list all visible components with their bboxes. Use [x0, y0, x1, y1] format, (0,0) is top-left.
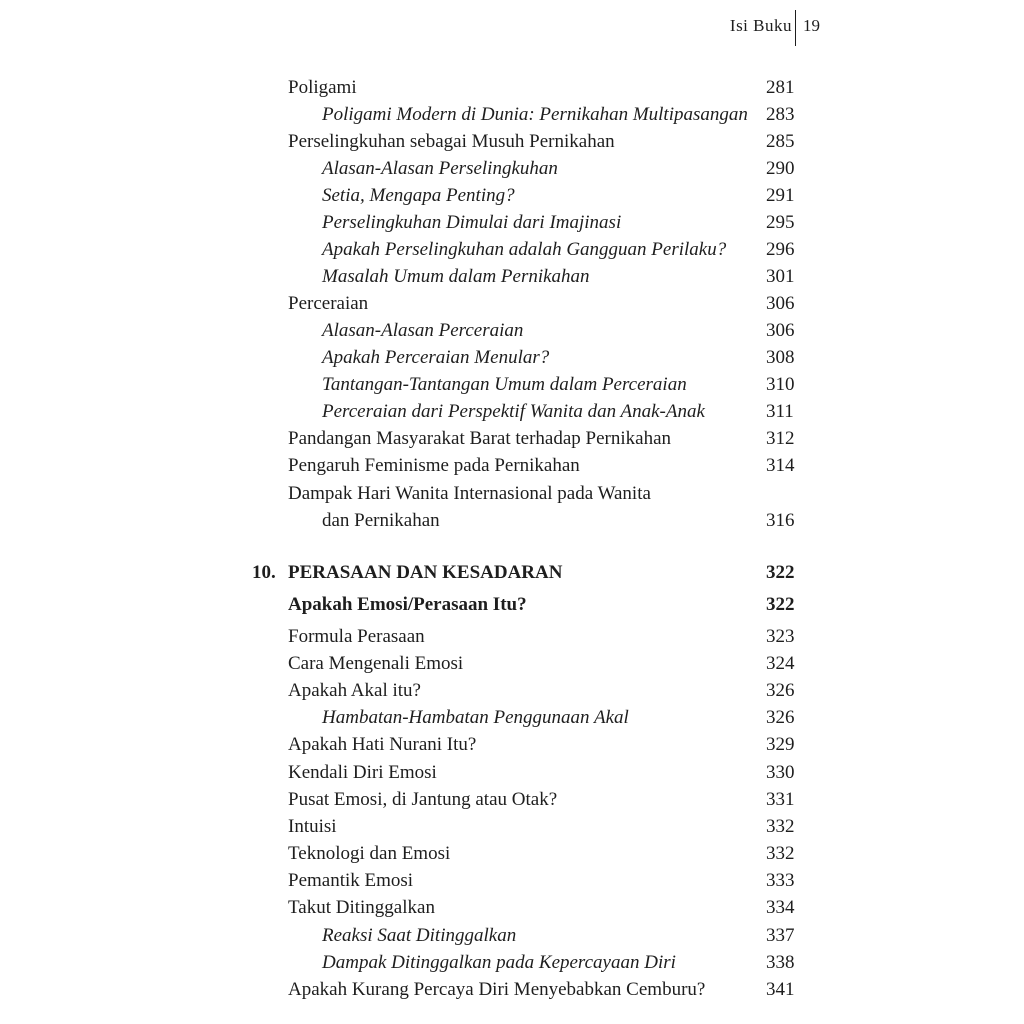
toc-entry-title: Formula Perasaan: [288, 626, 425, 647]
toc-entry: [0, 759, 1024, 786]
page-number: 19: [803, 16, 820, 35]
toc-entry-title: Pemantik Emosi: [288, 870, 414, 891]
toc-entry: [0, 867, 1024, 894]
toc-subentry: [0, 949, 1024, 976]
section-title: Apakah Emosi/Perasaan Itu?: [288, 594, 527, 615]
toc-subentry: [0, 236, 1024, 263]
toc-entry-page: 322: [766, 562, 795, 583]
toc-subentry: [0, 101, 1024, 128]
toc-entry-page: 338: [766, 952, 795, 973]
toc-entry-title: Apakah Perselingkuhan adalah Gangguan Perilaku?: [322, 239, 727, 260]
toc-subentry: [0, 344, 1024, 371]
toc-entry-title: Perceraian dari Perspektif Wanita dan Anak-Anak: [322, 401, 705, 422]
toc-entry-page: 281: [766, 77, 795, 98]
toc-entry: [0, 74, 1024, 101]
toc-entry-page: 295: [766, 212, 795, 233]
toc-entry: [0, 894, 1024, 921]
toc-entry-page: 301: [766, 266, 795, 287]
toc-entry: [0, 976, 1024, 1003]
toc-entry-title: Kendali Diri Emosi: [288, 762, 437, 783]
toc-entry-page: 324: [766, 653, 795, 674]
toc-entry-title: Apakah Akal itu?: [288, 680, 421, 701]
toc-entry-page: 312: [766, 428, 795, 449]
toc-entry-page: 308: [766, 347, 795, 368]
toc-entry-title: Setia, Mengapa Penting?: [322, 185, 515, 206]
toc-entry-page: 332: [766, 843, 795, 864]
toc-entry-page: 332: [766, 816, 795, 837]
toc-subentry: [0, 317, 1024, 344]
toc-entry-page: 316: [766, 510, 795, 531]
toc-entry-page: 323: [766, 626, 795, 647]
toc-entry-continuation: [0, 507, 1024, 534]
toc-entry-title: Dampak Hari Wanita Internasional pada Wanita: [288, 483, 651, 504]
toc-entry-page: 314: [766, 455, 795, 476]
toc-entry-page: 334: [766, 897, 795, 918]
toc-entry-title: Apakah Perceraian Menular?: [322, 347, 550, 368]
toc-chapter: [0, 559, 1024, 586]
toc-entry-title: Alasan-Alasan Perceraian: [322, 320, 524, 341]
toc-entry-title: Pengaruh Feminisme pada Pernikahan: [288, 455, 580, 476]
toc-entry-page: 310: [766, 374, 795, 395]
toc-entry-title: Hambatan-Hambatan Penggunaan Akal: [322, 707, 629, 728]
toc-entry: [0, 425, 1024, 452]
toc-entry-title: Cara Mengenali Emosi: [288, 653, 464, 674]
toc-entry-title: Perselingkuhan sebagai Musuh Pernikahan: [288, 131, 615, 152]
toc-entry-title: Takut Ditinggalkan: [288, 897, 435, 918]
toc-entry-title: Pusat Emosi, di Jantung atau Otak?: [288, 789, 558, 810]
toc-subentry: [0, 209, 1024, 236]
toc-entry-title: Masalah Umum dalam Pernikahan: [322, 266, 590, 287]
toc-entry-title: Teknologi dan Emosi: [288, 843, 451, 864]
toc-subentry: [0, 155, 1024, 182]
toc-entry-page: 326: [766, 707, 795, 728]
toc-entry-page: 296: [766, 239, 795, 260]
toc-subentry: [0, 704, 1024, 731]
toc-entry-page: 306: [766, 320, 795, 341]
toc-entry-page: 283: [766, 104, 795, 125]
toc-entry-title: Poligami: [288, 77, 357, 98]
chapter-title: PERASAAN DAN KESADARAN: [288, 562, 563, 583]
toc-entry-title: Intuisi: [288, 816, 337, 837]
toc-entry-title: Apakah Kurang Percaya Diri Menyebabkan Cemburu?: [288, 979, 706, 1000]
toc-entry: [0, 623, 1024, 650]
toc-entry-page: 329: [766, 734, 795, 755]
toc-entry-page: 326: [766, 680, 795, 701]
toc-entry: [0, 650, 1024, 677]
toc-entry-title: Pandangan Masyarakat Barat terhadap Pernikahan: [288, 428, 672, 449]
toc-entry-title: Perselingkuhan Dimulai dari Imajinasi: [322, 212, 622, 233]
toc-entry-page: 341: [766, 979, 795, 1000]
toc-subentry: [0, 371, 1024, 398]
toc-entry-page: 322: [766, 594, 795, 615]
toc-section: [0, 591, 1024, 618]
toc-entry-page: 337: [766, 925, 795, 946]
toc-entry-title: Apakah Hati Nurani Itu?: [288, 734, 477, 755]
toc-entry-page: 290: [766, 158, 795, 179]
toc-entry-page: 306: [766, 293, 795, 314]
toc-entry: [0, 840, 1024, 867]
toc-entry: [0, 290, 1024, 317]
toc-subentry: [0, 182, 1024, 209]
toc-entry: [0, 731, 1024, 758]
toc-entry: [0, 786, 1024, 813]
toc-entry-title: dan Pernikahan: [322, 510, 440, 531]
toc-entry-page: 311: [766, 401, 794, 422]
running-header-title: Isi Buku: [729, 16, 792, 35]
toc-entry-page: 333: [766, 870, 795, 891]
toc-entry-title: Reaksi Saat Ditinggalkan: [322, 925, 517, 946]
toc-entry: [0, 452, 1024, 479]
toc-entry-page: 291: [766, 185, 795, 206]
toc-entry: [0, 128, 1024, 155]
toc-entry-page: 285: [766, 131, 795, 152]
toc-entry-title: Tantangan-Tantangan Umum dalam Perceraian: [322, 374, 687, 395]
toc-entry: [0, 677, 1024, 704]
toc-entry-page: 330: [766, 762, 795, 783]
toc-subentry: [0, 398, 1024, 425]
toc-subentry: [0, 263, 1024, 290]
toc-entry: [0, 813, 1024, 840]
toc-entry-title: Alasan-Alasan Perselingkuhan: [322, 158, 558, 179]
toc-entry: [0, 480, 1024, 507]
toc-entry-title: Dampak Ditinggalkan pada Kepercayaan Diri: [322, 952, 676, 973]
toc-subentry: [0, 922, 1024, 949]
toc-entry-page: 331: [766, 789, 795, 810]
toc-entry-title: Poligami Modern di Dunia: Pernikahan Multipasangan: [322, 104, 748, 125]
toc-entry-title: Perceraian: [288, 293, 369, 314]
chapter-number: 10.: [252, 562, 276, 583]
